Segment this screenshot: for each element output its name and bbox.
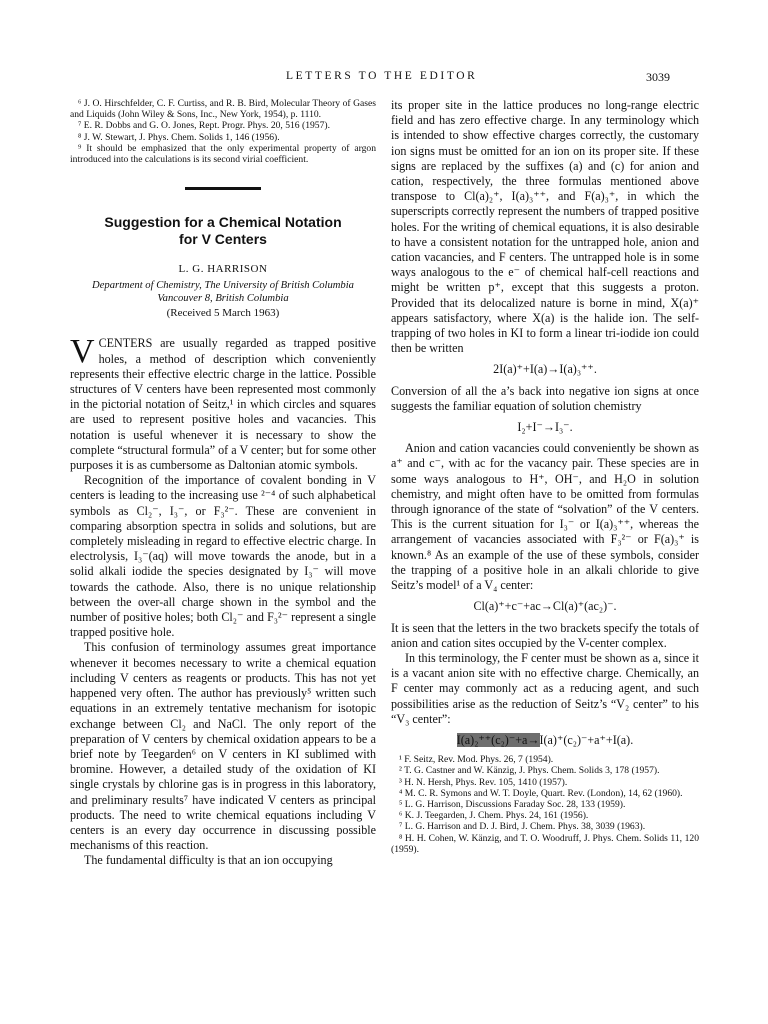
left-column [70, 98, 376, 869]
reference-item: ² T. G. Castner and W. Känzig, J. Phys. Chem. Solids 3, 178 (1957). [399, 765, 660, 777]
equation: Cl(a)⁺+c⁻+ac→Cl(a)⁺(ac₂)⁻. [473, 599, 617, 614]
running-title: LETTERS TO THE EDITOR [286, 70, 478, 82]
body-paragraph: In this terminology, the F center must be shown as a, since it is a vacant anion site with no effective charge. Chemically, an F center may commonly act as a reducing agent, and such possibilities arise as the reduction of Seitz’s “V₂ center” to his “V₃ center”: [391, 650, 699, 726]
article-title-line: Suggestion for a Chemical Notation [104, 214, 342, 231]
footnote-item: ⁹ It should be emphasized that the only experimental property of argon introduced into the calculations is its second virial coefficient. [70, 142, 376, 166]
body-paragraph: Anion and cation vacancies could conveniently be shown as a⁺ and c⁻, with ac for the vacancy pair. These species are in some ways analogous to H⁺, OH⁻, and H₂O in solution chemistry, and might often have to be omitted from formulas through ignorance of the state of “solvation” of the V centers. This is the current situation for I₃⁻ or I(a)₃⁺⁺, whereas the arrangement of vacancies associated with F₃²⁻ or F(a)₃⁺ is known.⁸ As an example of the use of these symbols, consider the trapping of a positive hole in an alkali chloride to give Seitz’s model¹ of a V₄ center: [391, 441, 699, 593]
equation: 2I(a)⁺+I(a)→I(a)₃⁺⁺. [493, 362, 597, 377]
right-column [391, 98, 699, 855]
affiliation: Vancouver 8, British Columbia [157, 293, 289, 305]
reference-item: ⁴ M. C. R. Symons and W. T. Doyle, Quart. Rev. (London), 14, 62 (1960). [399, 787, 683, 799]
equation: I₂+I⁻→I₃⁻. [517, 420, 573, 435]
received-date: (Received 5 March 1963) [166, 307, 280, 320]
body-paragraph: Recognition of the importance of covalent bonding in V centers is leading to the increasing use ²⁻⁴ of such alphabetical symbols as Cl₂⁻, I₃⁻, or F₃²⁻. These are convenient in comparing absorption spectra in solids and solutions, but are completely misleading in regard to effective electric charge. In electrolysis, I₃⁻(aq) will move towards the anode, but in a solid alkali iodide the species designated by I₃⁻ will move towards the cathode. Also, there is no unique relationship between the over-all charge shown in the symbol and the number of positive holes; both Cl₂⁻ and F₃²⁻ represent a single trapped positive hole. [70, 473, 376, 640]
references-list [391, 754, 699, 855]
reference-item: ⁷ L. G. Harrison and D. J. Bird, J. Chem. Phys. 38, 3039 (1963). [399, 821, 646, 833]
affiliation: Department of Chemistry, The University of British Columbia [92, 280, 354, 292]
footnote-item: ⁶ J. O. Hirschfelder, C. F. Curtiss, and R. B. Bird, Molecular Theory of Gases and Liquids (John Wiley & Sons, Inc., New York, 1954), p. 1110. [70, 98, 376, 121]
footnote-item: ⁸ J. W. Stewart, J. Phys. Chem. Solids 1, 146 (1956). [78, 131, 280, 143]
body-paragraph: its proper site in the lattice produces no long-range electric field and has zero effective charge. In any terminology which is intended to show effective charges correctly, the customary ion signs must be omitted for an ion on its proper site. If these signs are replaced by the suffixes (a) and (c) for anion and cation, respectively, the three formulas mentioned above transpose to Cl(a)₂⁺, I(a)₃⁺⁺, and F(a)₃⁺, in which the superscripts correctly represent the numbers of trapped positive holes. For the writing of chemical equations, it is also desirable to have a consistent notation for the untrapped hole, anion and cation vacancies, and F centers. The untrapped hole is in some ways analogous to the e⁻ of chemical half-cell reactions and might be written p⁺, except that this suggests a proton. Provided that its delocalized nature is borne in mind, X(a)⁺ appears satisfactory, where X(a) is the halide ion. The self-trapping of two holes in KI to form a linear tri-iodide ion could then be written [391, 98, 699, 356]
equation-text: I(a)⁺(c₂)⁻+a⁺+I(a). [539, 732, 634, 747]
page-number: 3039 [646, 70, 670, 84]
body-paragraph: Conversion of all the a’s back into negative ion signs at once suggests the familiar equation of solution chemistry [391, 383, 699, 413]
highlighted-text: I(a)₂⁺⁺(c₂)⁻+a→ [456, 732, 540, 747]
previous-article-footnotes [70, 98, 376, 165]
body-paragraph: The fundamental difficulty is that an ion occupying [84, 853, 333, 868]
reference-item: ³ H. N. Hersh, Phys. Rev. 105, 1410 (1957). [399, 776, 568, 788]
reference-item: ⁵ L. G. Harrison, Discussions Faraday Soc. 28, 133 (1959). [399, 798, 626, 810]
article-title-line: for V Centers [179, 231, 267, 248]
reference-item: ¹ F. Seitz, Rev. Mod. Phys. 26, 7 (1954). [399, 754, 554, 766]
equation [391, 733, 699, 748]
article-title [70, 214, 376, 248]
reference-item: ⁶ K. J. Teegarden, J. Chem. Phys. 24, 161 (1956). [399, 810, 589, 822]
footnote-item: ⁷ E. R. Dobbs and G. O. Jones, Rept. Progr. Phys. 20, 516 (1957). [78, 120, 330, 132]
author-name: L. G. HARRISON [178, 263, 268, 276]
body-paragraph: It is seen that the letters in the two brackets specify the totals of anion and cation sites occupied by the V-center complex. [391, 620, 699, 650]
reference-item: ⁸ H. H. Cohen, W. Känzig, and T. O. Woodruff, J. Phys. Chem. Solids 11, 120 (1959). [391, 832, 699, 855]
drop-cap: V [70, 333, 95, 371]
body-paragraph [70, 333, 376, 473]
paragraph-text: CENTERS are usually regarded as trapped positive holes, a method of description which conveniently represents their effective electric charge in the lattice. Possible structures of V centers have been represented most commonly in the pictorial notation of Seitz,¹ in which circles and squares are used to represent positive holes and vacancies. This notation is useful whenever it is necessary to show the complete “structural formula” of a V center; but for some other purposes it is as cumbersome as Daltonian atomic symbols. [70, 336, 376, 473]
section-divider [185, 187, 261, 190]
body-paragraph: This confusion of terminology assumes great importance whenever it becomes necessary to write a chemical equation including V centers as reagents or products. This has not yet happened very often. The author has previously⁵ written such equations in an extremely tentative mechanism for isotopic exchange between Cl₂ and NaCl. The only report of the preparation of V centers by chemical oxidation appears to be a brief note by Teegarden⁶ on V centers in KI sublimed with bromine. However, a detailed study of the oxidation of KI single crystals by chlorine gas is in progress in this laboratory, and preliminary results⁷ have indicated V centers as principal products. The need to write chemical equations including V centers is an every day occurrence in discussing possible mechanisms of this reaction. [70, 640, 376, 853]
